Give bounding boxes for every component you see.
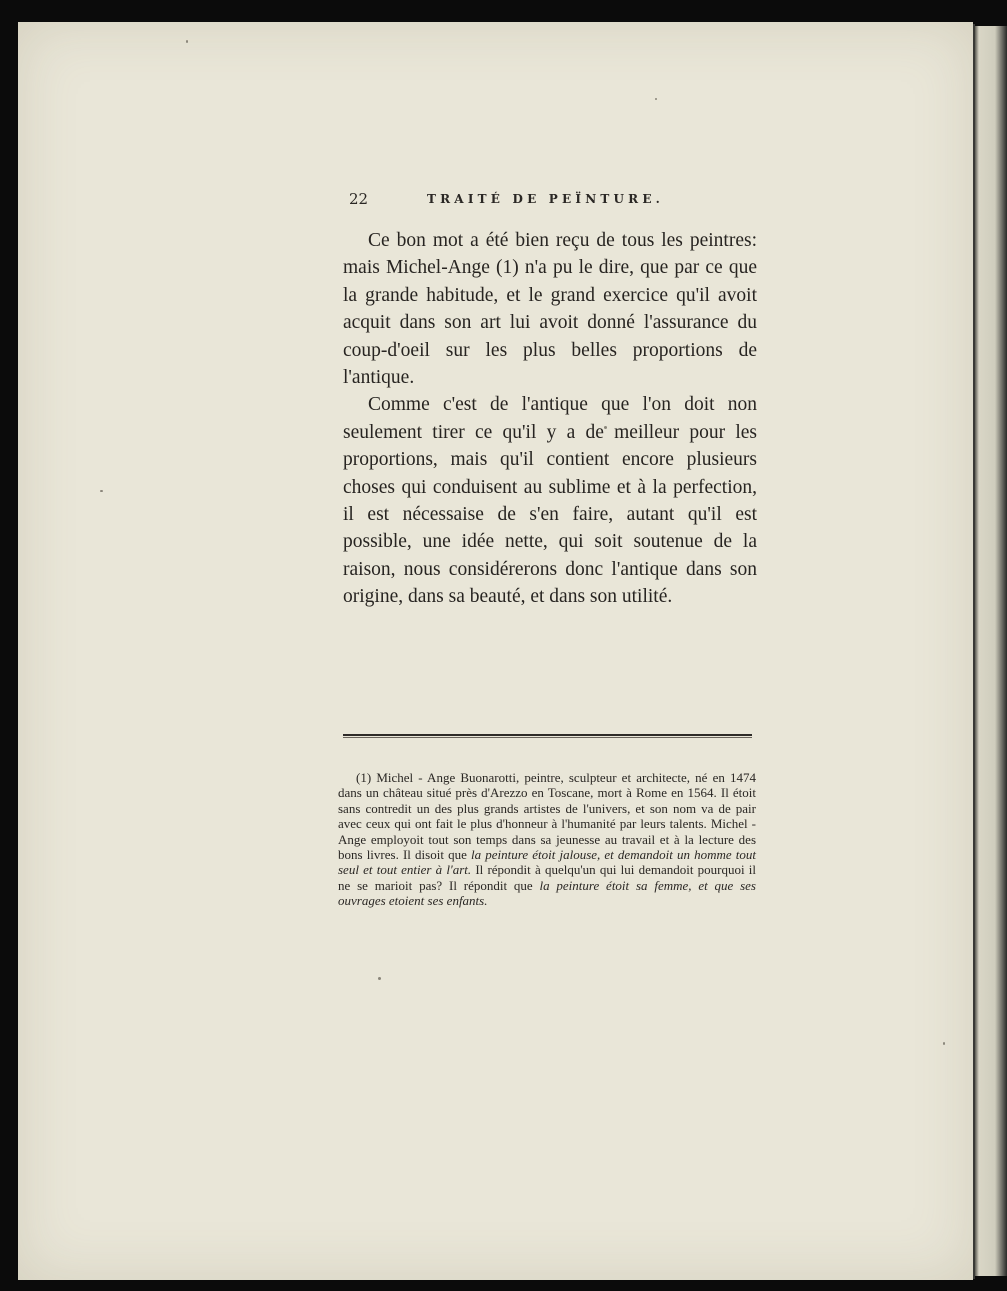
running-title: TRAITÉ DE PEÏNTURE. [427,192,665,206]
paper-speck [655,98,657,100]
next-page-edge [975,26,1007,1276]
running-header [349,190,761,214]
main-text [343,227,757,611]
paragraph: Comme c'est de l'antique que l'on doit non seulement tirer ce qu'il y a de meilleur pour les proportions, mais qu'il contient encore plusieurs choses qui conduisent au sublime et à la perfection, il est nécessaise de s'en faire, autant qu'il est possible, une idée nette, qui soit soutenue de la raison, nous considérerons donc l'antique dans son origine, dans sa beauté, et dans son utilité. [343,394,757,608]
page-number: 22 [349,190,369,208]
footnote-rule-shadow [343,737,752,738]
paper-speck [378,977,381,980]
footnote-quote: la peinture étoit jalouse, et demandoit un homme tout seul et tout entier à l'art. [338,847,756,878]
paragraph: Ce bon mot a été bien reçu de tous les peintres: mais Michel-Ange (1) n'a pu le dire, que par ce que la grande habitude, et le grand exercice qu'il avoit acquit dans son art lui avoit donné l'assurance du coup-d'oeil sur les plus belles proportions de l'antique. [343,230,757,389]
footnote-text: (1) Michel - Ange Buonarotti, peintre, sculpteur et architecte, né en 1474 dans un château situé près d'Arezzo en Toscane, mort à Rome en 1564. Il étoit sans contredit un des plus grands artistes de l'univers, et son nom va de pair avec ceux qui ont fait le plus d'honneur à l'humanité par leurs talents. Michel - Ange employoit tout son temps dans sa jeunesse au travail et à la lecture des bons livres. Il disoit que [338,770,756,863]
paper-speck [943,1042,945,1045]
paper-speck [186,40,188,43]
paper-speck [100,490,103,492]
footnote-rule [343,734,752,736]
footnote-quote: la peinture étoit sa femme, et que ses ouvrages etoient ses enfants. [338,877,756,909]
footnote [338,770,756,909]
footnote-text: Il répondit à quelqu'un qui lui demandoit pourquoi il ne se marioit pas? Il répondit que [338,862,756,893]
